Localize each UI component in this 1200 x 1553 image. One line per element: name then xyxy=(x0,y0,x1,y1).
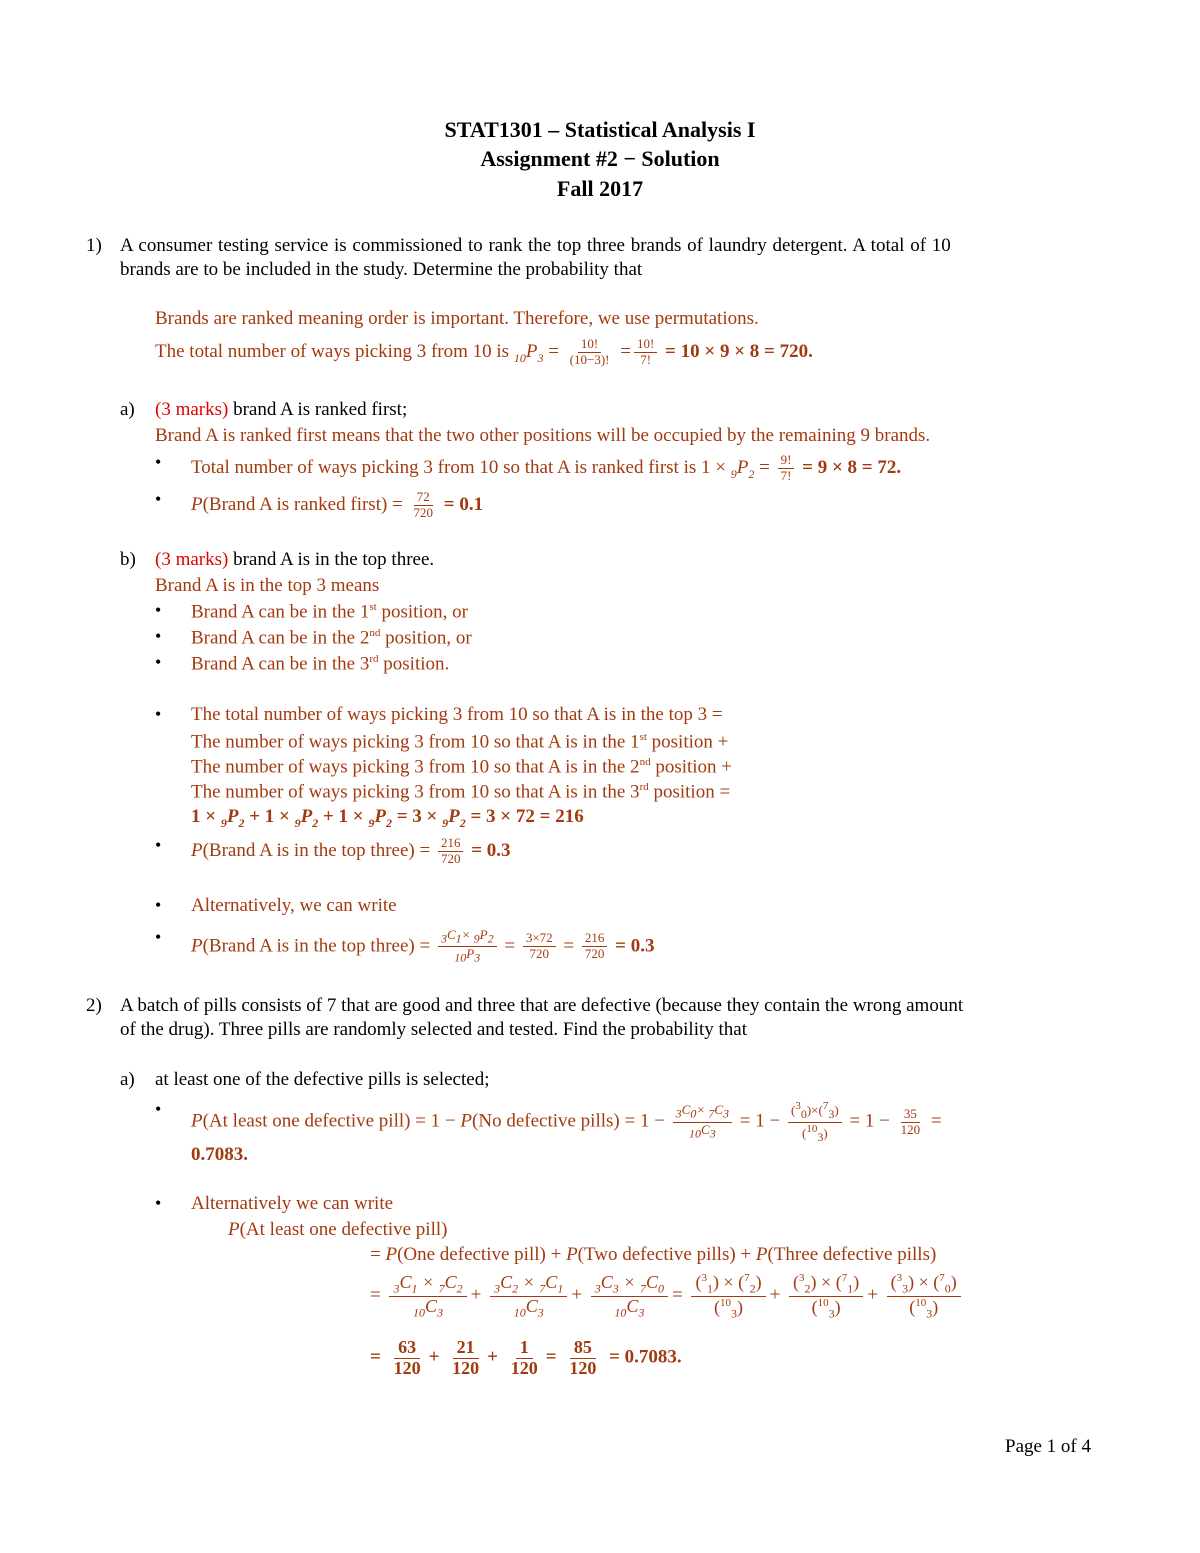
q2a-alt-eq: = xyxy=(370,1244,386,1265)
q1-stem-line1: A consumer testing service is commissioned to rank the top three brands of laundry detergent. A total of 10 xyxy=(120,235,951,256)
q1-note: Brands are ranked meaning order is important. Therefore, we use permutations. xyxy=(155,308,759,329)
q1-total-eq2: = xyxy=(620,340,631,362)
q1b-pos3-end: position. xyxy=(378,653,450,675)
q1b-pos2-sup: nd xyxy=(369,627,381,639)
q2a-alt-p-text: (At least one defective pill) xyxy=(239,1219,448,1240)
q1a-b2-num: 72 xyxy=(414,490,433,506)
q1b-t2-text: The number of ways picking 3 from 10 so that A is in the 1 xyxy=(191,731,640,753)
q2a-l1-e: = xyxy=(930,1110,942,1132)
q1b-alt-prob: • P(Brand A is in the top three) = $\frac{_3C_1\times _9P_2}{_{10}P_3}$ = $\frac{3\times 72}{720}$ = $\frac{216}{720}$ = 0.3 xyxy=(191,928,654,966)
q1b-t3 xyxy=(191,756,732,778)
q2-stem-line2: of the drug). Three pills are randomly selected and tested. Find the probability that xyxy=(120,1019,747,1040)
q1b-marks: (3 marks) xyxy=(155,549,229,570)
q2a-l1-d: = 1 − xyxy=(849,1110,890,1132)
q1b-pos3-text: Brand A can be in the 3 xyxy=(191,653,370,675)
q1b-t4 xyxy=(191,781,730,803)
q2a-l1-c: = 1 − xyxy=(739,1110,781,1132)
q1b-alt-result: = 0.3 xyxy=(615,935,655,957)
q1a-explain: Brand A is ranked first means that the two other positions will be occupied by the remaining 9 brands. xyxy=(155,425,931,446)
q1b-pos2-end: position, or xyxy=(380,627,472,649)
q2a-question: at least one of the defective pills is selected; xyxy=(155,1069,490,1090)
q1b-prob: • P(Brand A is in the top three) = $\frac{216}{720}$ = 0.3 xyxy=(191,836,511,867)
q1-total-f1-den: (10−3)! xyxy=(569,351,610,367)
page-number: Page 1 of 4 xyxy=(1005,1436,1092,1457)
q1b-p-prefix: (Brand A is in the top three) = xyxy=(202,839,431,861)
assignment-title: Assignment #2 − Solution xyxy=(480,146,720,171)
course-title: STAT1301 – Statistical Analysis I xyxy=(444,117,756,142)
term-title: Fall 2017 xyxy=(556,176,644,201)
q2a-alt-one: (One defective pill) + xyxy=(397,1244,567,1265)
q1-total-ways: The total number of ways picking 3 from 10 is $_{10}P_3$ = $\frac{10!}{(10-3)!}$ = $\frac{10!}{7!}$ = 10 × 9 × 8 = 720. xyxy=(155,336,813,367)
q2a-label: a) xyxy=(120,1069,135,1090)
q1a-bullet-total: • Total number of ways picking 3 from 10 so that A is ranked first is $1 \times _9P_2$ = $\frac{9!}{7!}$ = 9 × 8 = 72. xyxy=(191,453,901,484)
q1b-label: b) xyxy=(120,549,136,570)
q1a-b2-prefix: (Brand A is ranked first) = xyxy=(202,493,403,515)
q2a-fr-den-2: 120 xyxy=(452,1357,480,1378)
q2a-fr-den-4: 120 xyxy=(569,1357,597,1378)
q2a-alt-expand: = P(One defective pill) + P(Two defective pills) + P(Three defective pills) xyxy=(370,1244,937,1265)
q1a-b2-result: = 0.1 xyxy=(443,493,484,515)
q1b-pos1-sup: st xyxy=(369,601,377,613)
q2a-alt-combos: = $\frac{_3C_1 \times _7C_2}{_{10}C_3}$ + $\frac{_3C_2 \times _7C_1}{_{10}C_3}$ + $\frac{_3C_3 \times _7C_0}{_{10}C_3}$ = $\frac{(^3_1) \times (^7_2)}{(^{10}_3)}$ + $\frac{(^3_2) \times (^7_1)}{(^{10}_3)}$ + $\frac{(^3_3) \times (^7_0)}{(^{10}_3)}$ xyxy=(370,1272,965,1321)
q1b-pos3 xyxy=(191,653,449,675)
q1b-p-result: = 0.3 xyxy=(471,839,511,861)
q1b-alt: • Alternatively, we can write xyxy=(191,896,397,917)
q2a-fr-den-3: 120 xyxy=(510,1357,538,1378)
q1b-alt-f3-num: 216 xyxy=(582,931,608,947)
q2a-line1: • P(At least one defective pill) = 1 − P(No defective pills) = 1 − $\frac{_3C_0\times _7C_3}{_{10}C_3}$ = 1 − $\frac{(^3_0)\times(^7_3)}{(^{10}_3)}$ = 1 − $\frac{35}{120}$ = xyxy=(191,1100,942,1144)
q2-number: 2) xyxy=(86,995,102,1016)
q1b-intro: Brand A is in the top 3 means xyxy=(155,575,380,596)
q2a-fr-den-1: 120 xyxy=(393,1357,421,1378)
q2a-fr-21: 21 xyxy=(453,1338,479,1359)
q2a-fr-1: 1 xyxy=(516,1338,533,1359)
q2a-alt-two: (Two defective pills) + xyxy=(577,1244,756,1265)
q1b-p-den: 720 xyxy=(440,850,461,866)
q1b-question xyxy=(155,550,434,571)
q2a-l1-b: (No defective pills) = 1 − xyxy=(472,1110,665,1132)
q1b-question-text: brand A is in the top three. xyxy=(228,549,435,570)
q1b-pos1-text: Brand A can be in the 1 xyxy=(191,601,370,623)
q1b-pos3-sup: rd xyxy=(369,653,379,665)
q1a-question xyxy=(155,400,407,421)
q1b-t5-result: = 3 × 72 = 216 xyxy=(470,806,584,827)
q1a-b1-den: 7! xyxy=(780,467,792,483)
q1a-b2-den: 720 xyxy=(413,504,434,520)
q1b-t3-sup: nd xyxy=(639,756,651,768)
q1b-t4-sup: rd xyxy=(639,781,649,793)
q2a-fr-63: 63 xyxy=(394,1338,420,1359)
q1-total-prefix: The total number of ways picking 3 from 10 is xyxy=(155,340,514,362)
q2a-line2: 0.7083. xyxy=(191,1144,248,1165)
q1b-t4-text: The number of ways picking 3 from 10 so that A is in the 3 xyxy=(191,781,640,803)
q1a-b1-prefix: Total number of ways picking 3 from 10 so that A is ranked first is 1 × xyxy=(191,456,731,478)
q2a-alt-three: (Three defective pills) xyxy=(767,1244,937,1265)
q2-stem-line1: A batch of pills consists of 7 that are good and three that are defective (because they contain the wrong amount xyxy=(120,995,964,1016)
q1-total-f2-num: 10! xyxy=(634,337,657,353)
q1a-b1-num: 9! xyxy=(778,453,795,469)
q2a-l1-den: 120 xyxy=(900,1121,921,1137)
q1b-pos2 xyxy=(191,627,472,649)
q1b-t5: $1 \times _9P_2 + 1 \times _9P_2 + 1 \times _9P_2 = 3 \times _9P_2 = 3 \times 72 = 216$ xyxy=(191,806,584,830)
q1a-b1-result: = 9 × 8 = 72. xyxy=(802,456,902,478)
q2a-l1-a: (At least one defective pill) = 1 − xyxy=(202,1110,461,1132)
q1b-t2-end: position + xyxy=(646,731,729,753)
q1-total-f2-den: 7! xyxy=(640,351,652,367)
q2a-fr-85: 85 xyxy=(570,1338,596,1359)
q1a-label: a) xyxy=(120,399,135,420)
q1a-marks: (3 marks) xyxy=(155,399,229,420)
q1b-t1: • The total number of ways picking 3 from 10 so that A is in the top 3 = xyxy=(191,705,723,726)
q1b-alt-f2-den: 720 xyxy=(529,946,549,962)
q1a-question-text: brand A is ranked first; xyxy=(228,399,408,420)
q2a-alt-p: P(At least one defective pill) xyxy=(228,1219,448,1240)
q1b-t3-end: position + xyxy=(650,756,733,778)
q1b-t4-end: position = xyxy=(648,781,731,803)
q1-total-result: = 10 × 9 × 8 = 720. xyxy=(665,340,813,362)
q2a-alt-final: = $\frac{63}{120}$ + $\frac{21}{120}$ + $\frac{1}{120}$ = $\frac{85}{120}$ = 0.7083. xyxy=(370,1337,682,1378)
q1-stem-line2: brands are to be included in the study. Determine the probability that xyxy=(120,259,643,280)
q1b-t3-text: The number of ways picking 3 from 10 so that A is in the 2 xyxy=(191,756,640,778)
q1b-t2-sup: st xyxy=(639,731,647,743)
q1b-pos1-end: position, or xyxy=(376,601,469,623)
q1-number: 1) xyxy=(86,235,102,256)
q1b-alt-f2-num: 3×72 xyxy=(523,931,556,947)
q1-total-f1-num: 10! xyxy=(578,337,601,353)
q2a-l1-num: 35 xyxy=(901,1107,920,1123)
q2a-final: = 0.7083. xyxy=(609,1346,682,1368)
q1b-pos1 xyxy=(191,601,468,623)
q1b-alt-prefix: (Brand A is in the top three) = xyxy=(202,935,431,957)
q1b-alt-f3-den: 720 xyxy=(584,946,605,962)
q1a-bullet-prob: • P(Brand A is ranked first) = $\frac{72}{720}$ = 0.1 xyxy=(191,490,483,521)
q1b-p-num: 216 xyxy=(438,836,464,852)
q2a-alt: • Alternatively we can write xyxy=(191,1194,393,1215)
q1b-t2 xyxy=(191,731,728,753)
q1-total-eq1: = xyxy=(548,340,564,362)
q1b-pos2-text: Brand A can be in the 2 xyxy=(191,627,370,649)
